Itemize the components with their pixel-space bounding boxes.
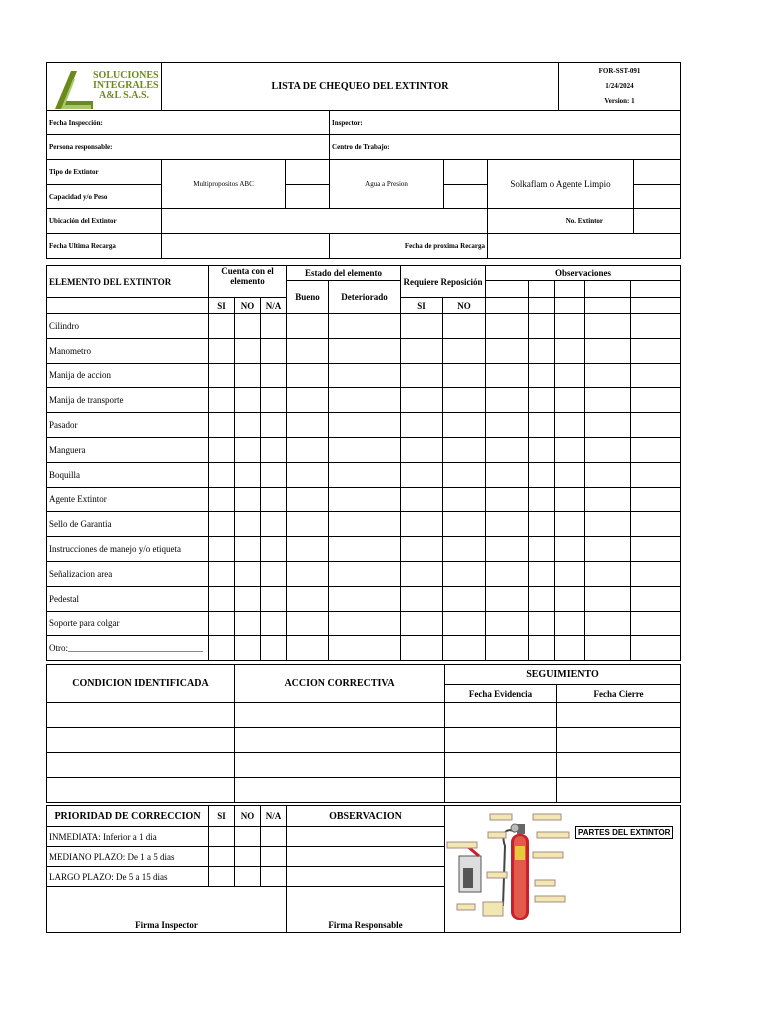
observacion-header: OBSERVACION: [287, 806, 445, 827]
requiere-no-cell[interactable]: [443, 413, 486, 438]
estado-deteriorado-cell[interactable]: [329, 611, 401, 636]
estado-bueno-cell[interactable]: [287, 338, 329, 363]
condicion-cell[interactable]: [47, 778, 235, 803]
fecha-proxima-input[interactable]: [488, 234, 681, 259]
cuenta-header: Cuenta con el elemento: [209, 266, 287, 298]
fecha-cierre-cell[interactable]: [557, 703, 681, 728]
fecha-proxima-label: Fecha de proxima Recarga: [330, 234, 488, 259]
centro-trabajo-field[interactable]: Centro de Trabajo:: [330, 135, 681, 160]
checklist-row: [47, 338, 681, 363]
checklist-row: [47, 413, 681, 438]
cuenta-no-cell[interactable]: [235, 462, 261, 487]
estado-deteriorado-cell[interactable]: [329, 512, 401, 537]
estado-bueno-cell[interactable]: [287, 413, 329, 438]
obs-5-cell[interactable]: [631, 437, 681, 462]
info-table: [46, 110, 681, 259]
obs-3-cell[interactable]: [555, 388, 585, 413]
condicion-cell[interactable]: [47, 728, 235, 753]
requiere-si-cell[interactable]: [401, 338, 443, 363]
cuenta-na-cell[interactable]: [261, 611, 287, 636]
obs-1-cell[interactable]: [486, 314, 529, 339]
obs-3-cell[interactable]: [555, 537, 585, 562]
estado-bueno-cell[interactable]: [287, 537, 329, 562]
check-solkaflam-cap[interactable]: [634, 185, 681, 209]
obs-3-cell[interactable]: [555, 561, 585, 586]
requiere-no-cell[interactable]: [443, 437, 486, 462]
fecha-ultima-input[interactable]: [162, 234, 330, 259]
prioridad-na-cell[interactable]: [261, 847, 287, 867]
requiere-no-cell[interactable]: [443, 561, 486, 586]
obs-3-cell[interactable]: [555, 512, 585, 537]
firma-responsable[interactable]: Firma Responsable: [287, 887, 445, 933]
checklist-row: [47, 487, 681, 512]
cuenta-si-cell[interactable]: [209, 487, 235, 512]
fecha-cierre-cell[interactable]: [557, 753, 681, 778]
option-multipropositos: Multipropositos ABC: [162, 160, 286, 209]
cuenta-si-cell[interactable]: [209, 537, 235, 562]
accion-cell[interactable]: [235, 753, 445, 778]
observacion-cell[interactable]: [287, 847, 445, 867]
cuenta-na-cell[interactable]: [261, 413, 287, 438]
cuenta-no-cell[interactable]: [235, 512, 261, 537]
observaciones-header: Observaciones: [486, 266, 681, 281]
cuenta-no-cell[interactable]: [235, 636, 261, 661]
cuenta-no-cell[interactable]: [235, 363, 261, 388]
inspector-field[interactable]: Inspector:: [330, 111, 681, 135]
checklist-row: [47, 561, 681, 586]
checklist-row: [47, 586, 681, 611]
cuenta-si-cell[interactable]: [209, 338, 235, 363]
cuenta-na-cell[interactable]: [261, 561, 287, 586]
cuenta-no-cell[interactable]: [235, 487, 261, 512]
cuenta-na-header: N/A: [261, 298, 287, 314]
prioridad-si-cell[interactable]: [209, 867, 235, 887]
requiere-no-cell[interactable]: [443, 537, 486, 562]
cuenta-si-cell[interactable]: [209, 388, 235, 413]
ubicacion-label: Ubicación del Extintor: [47, 209, 162, 234]
checklist-item-label: Otro:______________________________: [47, 636, 209, 661]
obs-3-cell[interactable]: [555, 314, 585, 339]
obs-2-cell[interactable]: [529, 561, 555, 586]
obs-4-cell[interactable]: [585, 537, 631, 562]
obs-2-cell[interactable]: [529, 462, 555, 487]
cuenta-na-cell[interactable]: [261, 363, 287, 388]
estado-bueno-cell[interactable]: [287, 314, 329, 339]
prioridad-na-header: N/A: [261, 806, 287, 827]
obs-5-cell[interactable]: [631, 586, 681, 611]
fecha-ultima-label: Fecha Ultima Recarga: [47, 234, 162, 259]
estado-bueno-cell[interactable]: [287, 487, 329, 512]
obs-3-cell[interactable]: [555, 363, 585, 388]
estado-deteriorado-cell[interactable]: [329, 437, 401, 462]
no-extintor-label: No. Extintor: [488, 209, 634, 234]
obs-4-cell[interactable]: [585, 636, 631, 661]
prioridad-no-cell[interactable]: [235, 847, 261, 867]
fecha-evidencia-cell[interactable]: [445, 753, 557, 778]
form-version: Version: 1: [604, 97, 635, 105]
estado-bueno-cell[interactable]: [287, 363, 329, 388]
obs-1-cell[interactable]: [486, 636, 529, 661]
cuenta-no-cell[interactable]: [235, 611, 261, 636]
no-extintor-input[interactable]: [634, 209, 681, 234]
requiere-no-cell[interactable]: [443, 388, 486, 413]
checklist-item-label: Boquilla: [47, 462, 209, 487]
estado-deteriorado-cell[interactable]: [329, 363, 401, 388]
observacion-cell[interactable]: [287, 827, 445, 847]
obs-5-cell[interactable]: [631, 363, 681, 388]
obs-3-cell[interactable]: [555, 586, 585, 611]
cuenta-no-cell[interactable]: [235, 586, 261, 611]
fecha-evidencia-cell[interactable]: [445, 728, 557, 753]
prioridad-header: PRIORIDAD DE CORRECCION: [47, 806, 209, 827]
checklist-row: [47, 314, 681, 339]
obs-4-cell[interactable]: [585, 586, 631, 611]
obs-4-cell[interactable]: [585, 611, 631, 636]
prioridad-si-cell[interactable]: [209, 847, 235, 867]
estado-bueno-cell[interactable]: [287, 636, 329, 661]
cuenta-no-cell[interactable]: [235, 314, 261, 339]
cuenta-na-cell[interactable]: [261, 462, 287, 487]
requiere-si-cell[interactable]: [401, 561, 443, 586]
fecha-evidencia-cell[interactable]: [445, 778, 557, 803]
cuenta-si-cell[interactable]: [209, 363, 235, 388]
cuenta-na-cell[interactable]: [261, 314, 287, 339]
fecha-evidencia-cell[interactable]: [445, 703, 557, 728]
option-agua: Agua a Presion: [330, 160, 444, 209]
observacion-cell[interactable]: [287, 867, 445, 887]
checklist-row: [47, 537, 681, 562]
cuenta-na-cell[interactable]: [261, 338, 287, 363]
cuenta-na-cell[interactable]: [261, 636, 287, 661]
obs-3-cell[interactable]: [555, 437, 585, 462]
capacidad-label: Capacidad y/o Peso: [47, 185, 162, 209]
checklist-row: [47, 512, 681, 537]
estado-deteriorado-cell[interactable]: [329, 636, 401, 661]
fecha-cierre-cell[interactable]: [557, 778, 681, 803]
obs-4-cell[interactable]: [585, 363, 631, 388]
cuenta-no-cell[interactable]: [235, 537, 261, 562]
estado-deteriorado-cell[interactable]: [329, 561, 401, 586]
estado-header: Estado del elemento: [287, 266, 401, 281]
checklist-row: [47, 611, 681, 636]
estado-bueno-cell[interactable]: [287, 611, 329, 636]
cuenta-no-cell[interactable]: [235, 561, 261, 586]
fecha-inspeccion-field[interactable]: Fecha Inspección:: [47, 111, 330, 135]
cuenta-si-cell[interactable]: [209, 314, 235, 339]
obs-1-cell[interactable]: [486, 537, 529, 562]
cuenta-si-cell[interactable]: [209, 462, 235, 487]
accion-cell[interactable]: [235, 728, 445, 753]
estado-deteriorado-cell[interactable]: [329, 537, 401, 562]
obs-2-cell[interactable]: [529, 586, 555, 611]
obs-2-cell[interactable]: [529, 487, 555, 512]
conditions-table: [46, 664, 681, 803]
requiere-no-cell[interactable]: [443, 487, 486, 512]
obs-5-cell[interactable]: [631, 413, 681, 438]
obs-5-cell[interactable]: [631, 314, 681, 339]
obs-3-cell[interactable]: [555, 462, 585, 487]
obs-5-cell[interactable]: [631, 537, 681, 562]
extinguisher-diagram-icon: [445, 806, 575, 924]
obs-1-cell[interactable]: [486, 363, 529, 388]
estado-bueno-cell[interactable]: [287, 462, 329, 487]
requiere-no-cell[interactable]: [443, 462, 486, 487]
partes-label: PARTES DEL EXTINTOR: [575, 826, 673, 839]
obs-1-cell[interactable]: [486, 388, 529, 413]
requiere-no-header: NO: [443, 298, 486, 314]
obs-5-cell[interactable]: [631, 338, 681, 363]
cuenta-no-cell[interactable]: [235, 388, 261, 413]
requiere-si-cell[interactable]: [401, 462, 443, 487]
check-solkaflam-tipo[interactable]: [634, 160, 681, 185]
extinguisher-diagram-cell: [445, 806, 681, 933]
prioridad-si-cell[interactable]: [209, 827, 235, 847]
estado-deteriorado-cell[interactable]: [329, 413, 401, 438]
estado-deteriorado-cell[interactable]: [329, 586, 401, 611]
condicion-header: CONDICION IDENTIFICADA: [47, 665, 235, 703]
cuenta-si-cell[interactable]: [209, 437, 235, 462]
cuenta-si-cell[interactable]: [209, 586, 235, 611]
cuenta-na-cell[interactable]: [261, 487, 287, 512]
requiere-si-cell[interactable]: [401, 437, 443, 462]
obs-5-cell[interactable]: [631, 561, 681, 586]
requiere-no-cell[interactable]: [443, 636, 486, 661]
obs-2-cell[interactable]: [529, 636, 555, 661]
cuenta-na-cell[interactable]: [261, 388, 287, 413]
obs-3-cell[interactable]: [555, 611, 585, 636]
estado-deteriorado-cell[interactable]: [329, 487, 401, 512]
estado-deteriorado-cell[interactable]: [329, 314, 401, 339]
estado-deteriorado-cell[interactable]: [329, 462, 401, 487]
accion-header: ACCION CORRECTIVA: [235, 665, 445, 703]
obs-3-cell[interactable]: [555, 487, 585, 512]
checklist-row: [47, 462, 681, 487]
requiere-no-cell[interactable]: [443, 611, 486, 636]
cuenta-si-cell[interactable]: [209, 561, 235, 586]
obs-2-cell[interactable]: [529, 314, 555, 339]
obs-5-cell[interactable]: [631, 512, 681, 537]
logo-text: SOLUCIONES INTEGRALES A&L S.A.S.: [93, 69, 159, 101]
check-multipropositos-cap[interactable]: [286, 185, 330, 209]
obs-2-cell[interactable]: [529, 512, 555, 537]
cuenta-si-cell[interactable]: [209, 512, 235, 537]
fecha-cierre-cell[interactable]: [557, 728, 681, 753]
checklist-row: [47, 636, 681, 661]
form-title: LISTA DE CHEQUEO DEL EXTINTOR: [162, 63, 559, 111]
requiere-si-cell[interactable]: [401, 611, 443, 636]
obs-2-cell[interactable]: [529, 611, 555, 636]
obs-4-cell[interactable]: [585, 314, 631, 339]
fecha-evidencia-header: Fecha Evidencia: [445, 685, 557, 703]
form-date: 1/24/2024: [605, 82, 634, 90]
obs-2-cell[interactable]: [529, 363, 555, 388]
tipo-extintor-label: Tipo de Extintor: [47, 160, 162, 185]
requiere-si-cell[interactable]: [401, 537, 443, 562]
obs-1-cell[interactable]: [486, 487, 529, 512]
checklist-row: [47, 437, 681, 462]
header-table: [46, 62, 681, 111]
requiere-no-cell[interactable]: [443, 363, 486, 388]
form-meta: [559, 63, 681, 111]
check-agua-tipo[interactable]: [444, 160, 488, 185]
prioridad-row-label: MEDIANO PLAZO: De 1 a 5 dias: [47, 847, 209, 867]
obs-4-cell[interactable]: [585, 437, 631, 462]
checklist-table: [46, 265, 681, 661]
obs-5-cell[interactable]: [631, 462, 681, 487]
checklist-row: [47, 363, 681, 388]
requiere-si-cell[interactable]: [401, 413, 443, 438]
prioridad-row-label: INMEDIATA: Inferior a 1 dia: [47, 827, 209, 847]
obs-2-cell[interactable]: [529, 413, 555, 438]
checklist-item-label: Agente Extintor: [47, 487, 209, 512]
checklist-item-label: Manija de accion: [47, 363, 209, 388]
prioridad-no-header: NO: [235, 806, 261, 827]
obs-1-cell[interactable]: [486, 462, 529, 487]
obs-4-cell[interactable]: [585, 561, 631, 586]
firma-inspector[interactable]: Firma Inspector: [47, 887, 287, 933]
cuenta-na-cell[interactable]: [261, 537, 287, 562]
estado-deteriorado-cell[interactable]: [329, 338, 401, 363]
cuenta-na-cell[interactable]: [261, 512, 287, 537]
cuenta-na-cell[interactable]: [261, 586, 287, 611]
requiere-si-cell[interactable]: [401, 363, 443, 388]
check-agua-cap[interactable]: [444, 185, 488, 209]
prioridad-na-cell[interactable]: [261, 827, 287, 847]
elemento-header: ELEMENTO DEL EXTINTOR: [47, 266, 209, 298]
estado-bueno-cell[interactable]: [287, 561, 329, 586]
checklist-item-label: Cilindro: [47, 314, 209, 339]
prioridad-na-cell[interactable]: [261, 867, 287, 887]
obs-2-cell[interactable]: [529, 437, 555, 462]
obs-5-cell[interactable]: [631, 636, 681, 661]
estado-bueno-cell[interactable]: [287, 512, 329, 537]
obs-3-cell[interactable]: [555, 338, 585, 363]
cuenta-no-cell[interactable]: [235, 338, 261, 363]
form-code: FOR-SST-091: [598, 67, 641, 75]
fecha-cierre-header: Fecha Cierre: [557, 685, 681, 703]
cuenta-si-cell[interactable]: [209, 611, 235, 636]
obs-2-cell[interactable]: [529, 388, 555, 413]
deteriorado-header: Deteriorado: [329, 281, 401, 314]
requiere-si-cell[interactable]: [401, 512, 443, 537]
obs-3-cell[interactable]: [555, 413, 585, 438]
obs-3-cell[interactable]: [555, 636, 585, 661]
checklist-item-label: Señalizacion area: [47, 561, 209, 586]
checklist-row: [47, 388, 681, 413]
requiere-no-cell[interactable]: [443, 314, 486, 339]
cuenta-no-cell[interactable]: [235, 413, 261, 438]
obs-1-cell[interactable]: [486, 586, 529, 611]
requiere-no-cell[interactable]: [443, 338, 486, 363]
company-logo-icon: [51, 67, 95, 111]
obs-5-cell[interactable]: [631, 611, 681, 636]
prioridad-no-cell[interactable]: [235, 867, 261, 887]
obs-4-cell[interactable]: [585, 487, 631, 512]
logo-cell: [47, 63, 162, 111]
obs-1-cell[interactable]: [486, 561, 529, 586]
obs-5-cell[interactable]: [631, 487, 681, 512]
prioridad-row-label: LARGO PLAZO: De 5 a 15 dias: [47, 867, 209, 887]
cuenta-no-cell[interactable]: [235, 437, 261, 462]
requiere-si-cell[interactable]: [401, 487, 443, 512]
checklist-item-label: Manguera: [47, 437, 209, 462]
condicion-cell[interactable]: [47, 753, 235, 778]
bueno-header: Bueno: [287, 281, 329, 314]
accion-cell[interactable]: [235, 778, 445, 803]
checklist-item-label: Soporte para colgar: [47, 611, 209, 636]
requiere-si-cell[interactable]: [401, 636, 443, 661]
cuenta-no-header: NO: [235, 298, 261, 314]
obs-1-cell[interactable]: [486, 437, 529, 462]
requiere-si-header: SI: [401, 298, 443, 314]
requiere-header: Requiere Reposición: [401, 266, 486, 298]
persona-responsable-field[interactable]: Persona responsable:: [47, 135, 330, 160]
estado-bueno-cell[interactable]: [287, 388, 329, 413]
requiere-no-cell[interactable]: [443, 512, 486, 537]
prioridad-si-header: SI: [209, 806, 235, 827]
requiere-si-cell[interactable]: [401, 314, 443, 339]
check-multipropositos-tipo[interactable]: [286, 160, 330, 185]
checklist-item-label: Instrucciones de manejo y/o etiqueta: [47, 537, 209, 562]
obs-1-cell[interactable]: [486, 611, 529, 636]
obs-4-cell[interactable]: [585, 388, 631, 413]
prioridad-no-cell[interactable]: [235, 827, 261, 847]
checklist-item-label: Manometro: [47, 338, 209, 363]
seguimiento-header: SEGUIMIENTO: [445, 665, 681, 685]
obs-4-cell[interactable]: [585, 462, 631, 487]
checklist-item-label: Manija de transporte: [47, 388, 209, 413]
obs-1-cell[interactable]: [486, 338, 529, 363]
accion-cell[interactable]: [235, 703, 445, 728]
obs-4-cell[interactable]: [585, 413, 631, 438]
obs-2-cell[interactable]: [529, 537, 555, 562]
requiere-si-cell[interactable]: [401, 388, 443, 413]
checklist-item-label: Pasador: [47, 413, 209, 438]
requiere-no-cell[interactable]: [443, 586, 486, 611]
ubicacion-input[interactable]: [162, 209, 488, 234]
option-solkaflam: Solkaflam o Agente Limpio: [488, 160, 634, 209]
condicion-cell[interactable]: [47, 703, 235, 728]
priority-table: [46, 805, 681, 933]
obs-5-cell[interactable]: [631, 388, 681, 413]
estado-bueno-cell[interactable]: [287, 586, 329, 611]
obs-1-cell[interactable]: [486, 512, 529, 537]
estado-bueno-cell[interactable]: [287, 437, 329, 462]
requiere-si-cell[interactable]: [401, 586, 443, 611]
cuenta-si-cell[interactable]: [209, 413, 235, 438]
obs-4-cell[interactable]: [585, 512, 631, 537]
cuenta-na-cell[interactable]: [261, 437, 287, 462]
estado-deteriorado-cell[interactable]: [329, 388, 401, 413]
checklist-item-label: Pedestal: [47, 586, 209, 611]
obs-4-cell[interactable]: [585, 338, 631, 363]
obs-2-cell[interactable]: [529, 338, 555, 363]
checklist-item-label: Sello de Garantia: [47, 512, 209, 537]
obs-1-cell[interactable]: [486, 413, 529, 438]
cuenta-si-cell[interactable]: [209, 636, 235, 661]
cuenta-si-header: SI: [209, 298, 235, 314]
